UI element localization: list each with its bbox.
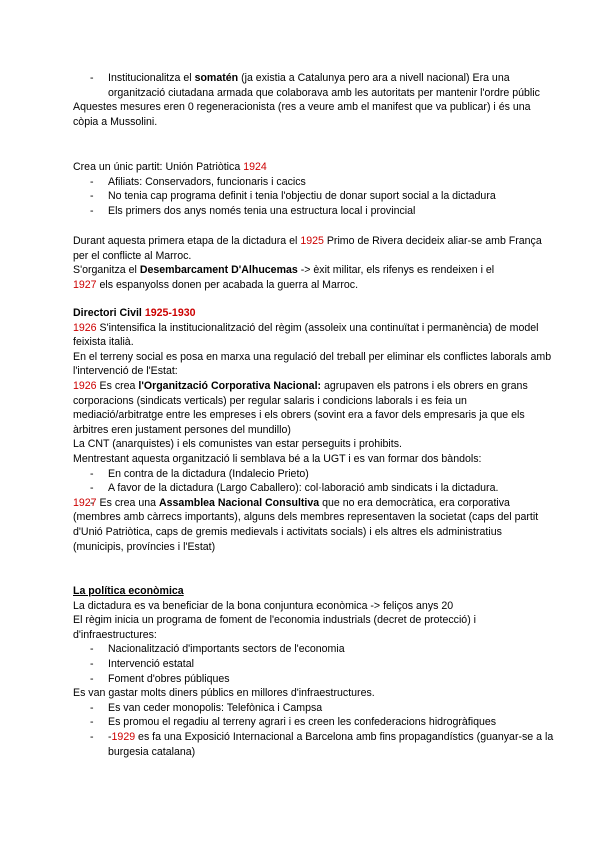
- paragraph: [73, 496, 554, 554]
- bandols-list: [73, 467, 554, 496]
- year-highlight: 1929: [111, 730, 136, 743]
- text-span: -> èxit militar, els rifenys es rendeixen i el: [297, 264, 495, 277]
- paragraph: [73, 234, 554, 263]
- paragraph: [73, 278, 554, 293]
- year-highlight: 1927: [73, 278, 97, 291]
- section-union-patriotica: [73, 160, 554, 218]
- section-marroc: [73, 234, 554, 292]
- text-span: Es crea: [96, 379, 139, 392]
- paragraph: En el terreny social es posa en marxa una regulació del treball per eliminar els conflictes laborals amb l'intervenció de l'Estat:: [73, 350, 552, 378]
- paragraph: [73, 379, 554, 437]
- paragraph: El règim inicia un programa de foment de l'economia industrials (decret de protecció) i d'infraestructures:: [73, 614, 477, 641]
- bold-term: Assamblea Nacional Consultiva: [159, 496, 320, 509]
- bold-term: l'Organització Corporativa Nacional:: [138, 379, 322, 392]
- paragraph: Mentrestant aquesta organització li semblava bé a la UGT i es van formar dos bàndols:: [73, 452, 482, 465]
- list-item: - Els primers dos anys només tenia una estructura local i provincial: [73, 204, 554, 219]
- list-item: - En contra de la dictadura (Indalecio Prieto): [73, 467, 554, 482]
- text-span: S'organitza el: [73, 264, 140, 277]
- section-heading: La política econòmica: [73, 585, 184, 597]
- list-item: - Nacionalització d'importants sectors de l'economia: [73, 642, 554, 657]
- afiliats-list: [73, 175, 554, 219]
- list-item: - Foment d'obres públiques: [73, 672, 554, 687]
- list-item: - Es van ceder monopolis: Telefònica i Campsa: [73, 701, 554, 716]
- somaten-list: [73, 71, 554, 100]
- text-span: -: [108, 730, 112, 743]
- paragraph: Aquestes mesures eren 0 regeneracionista (res a veure amb el manifest que va publicar) i és una còpia a Mussolini.: [73, 101, 531, 128]
- paragraph: La dictadura es va beneficiar de la bona conjuntura econòmica -> feliços anys 20: [73, 599, 454, 612]
- text-span: es fa una Exposició Internacional a Barcelona amb fins propagandístics (guanyar-se a la burgesia catalana): [108, 730, 554, 758]
- text-span: Es crea una: [96, 496, 159, 509]
- paragraph: La CNT (anarquistes) i els comunistes van estar perseguits i prohibits.: [73, 438, 402, 451]
- year-highlight: 1927: [73, 496, 97, 509]
- text-span: Primo de Rivera decideix aliar-se amb França per el conflicte al Marroc.: [73, 235, 542, 262]
- text-span: Crea un únic partit: Unión Patriòtica: [73, 161, 244, 173]
- paragraph: [73, 321, 554, 350]
- text-span: agrupaven els patrons i els obrers en grans corporacions (sindicats verticals) per regular salaris i condicions laborals i es feia un mediació/arbitratge entre les empreses i els obrers (sovint era a favor dels empresaris ja que els àrbitres eren justament persones del mundillo): [73, 379, 528, 436]
- year-highlight: 1925-1930: [144, 307, 196, 319]
- text-span: S'intensifica la institucionalització del règim (assoleix una continuïtat i permanència) de model feixista italià.: [73, 321, 539, 349]
- list-item: [73, 730, 554, 759]
- paragraph: [73, 160, 554, 175]
- text-span: els espanyolss donen per acabada la guerra al Marroc.: [96, 278, 359, 291]
- heading-text: Directori Civil: [73, 307, 145, 319]
- bold-term: somatén: [194, 72, 239, 84]
- section-heading: [73, 306, 554, 321]
- year-highlight: 1925: [300, 235, 324, 247]
- list-item: - Intervenció estatal: [73, 657, 554, 672]
- infraestructures-list: [73, 701, 554, 759]
- foment-list: [73, 642, 554, 686]
- list-item: - Afiliats: Conservadors, funcionaris i cacics: [73, 175, 554, 190]
- section-somaten: [73, 71, 554, 129]
- year-highlight: 1926: [73, 379, 97, 392]
- paragraph: Es van gastar molts diners públics en millores d'infraestructures.: [73, 687, 375, 700]
- text-span: que no era democràtica, era corporativa (membres amb càrrecs importants), alguns dels membres representaven la societat (caps del partit d'Unió Patriòtica, caps de gremis medievals i activitats socials) i els altres els administratius (municipis, províncies i l'Estat): [73, 496, 539, 553]
- list-item: - A favor de la dictadura (Largo Caballero): col·laboració amb sindicats i la dictadura.: [73, 481, 554, 496]
- list-item: - No tenia cap programa definit i tenia l'objectiu de donar suport social a la dictadura: [73, 189, 554, 204]
- list-item: - Es promou el regadiu al terreny agrari i es creen les confederacions hidrogràfiques: [73, 715, 554, 730]
- year-highlight: 1924: [243, 161, 267, 173]
- text-span: Institucionalitza el: [108, 72, 195, 84]
- paragraph: [73, 263, 554, 278]
- bold-term: Desembarcament D'Alhucemas: [139, 264, 298, 277]
- list-item: [73, 71, 554, 100]
- text-span: Durant aquesta primera etapa de la dictadura el: [73, 235, 301, 247]
- text-span: (ja existia a Catalunya pero ara a nivell nacional) Era una organització ciutadana armada que colaborava amb les autoritats per mantenir l'ordre públic: [108, 72, 540, 99]
- year-highlight: 1926: [73, 321, 97, 334]
- section-directori-civil: [73, 306, 554, 554]
- section-politica-economica: [73, 584, 554, 759]
